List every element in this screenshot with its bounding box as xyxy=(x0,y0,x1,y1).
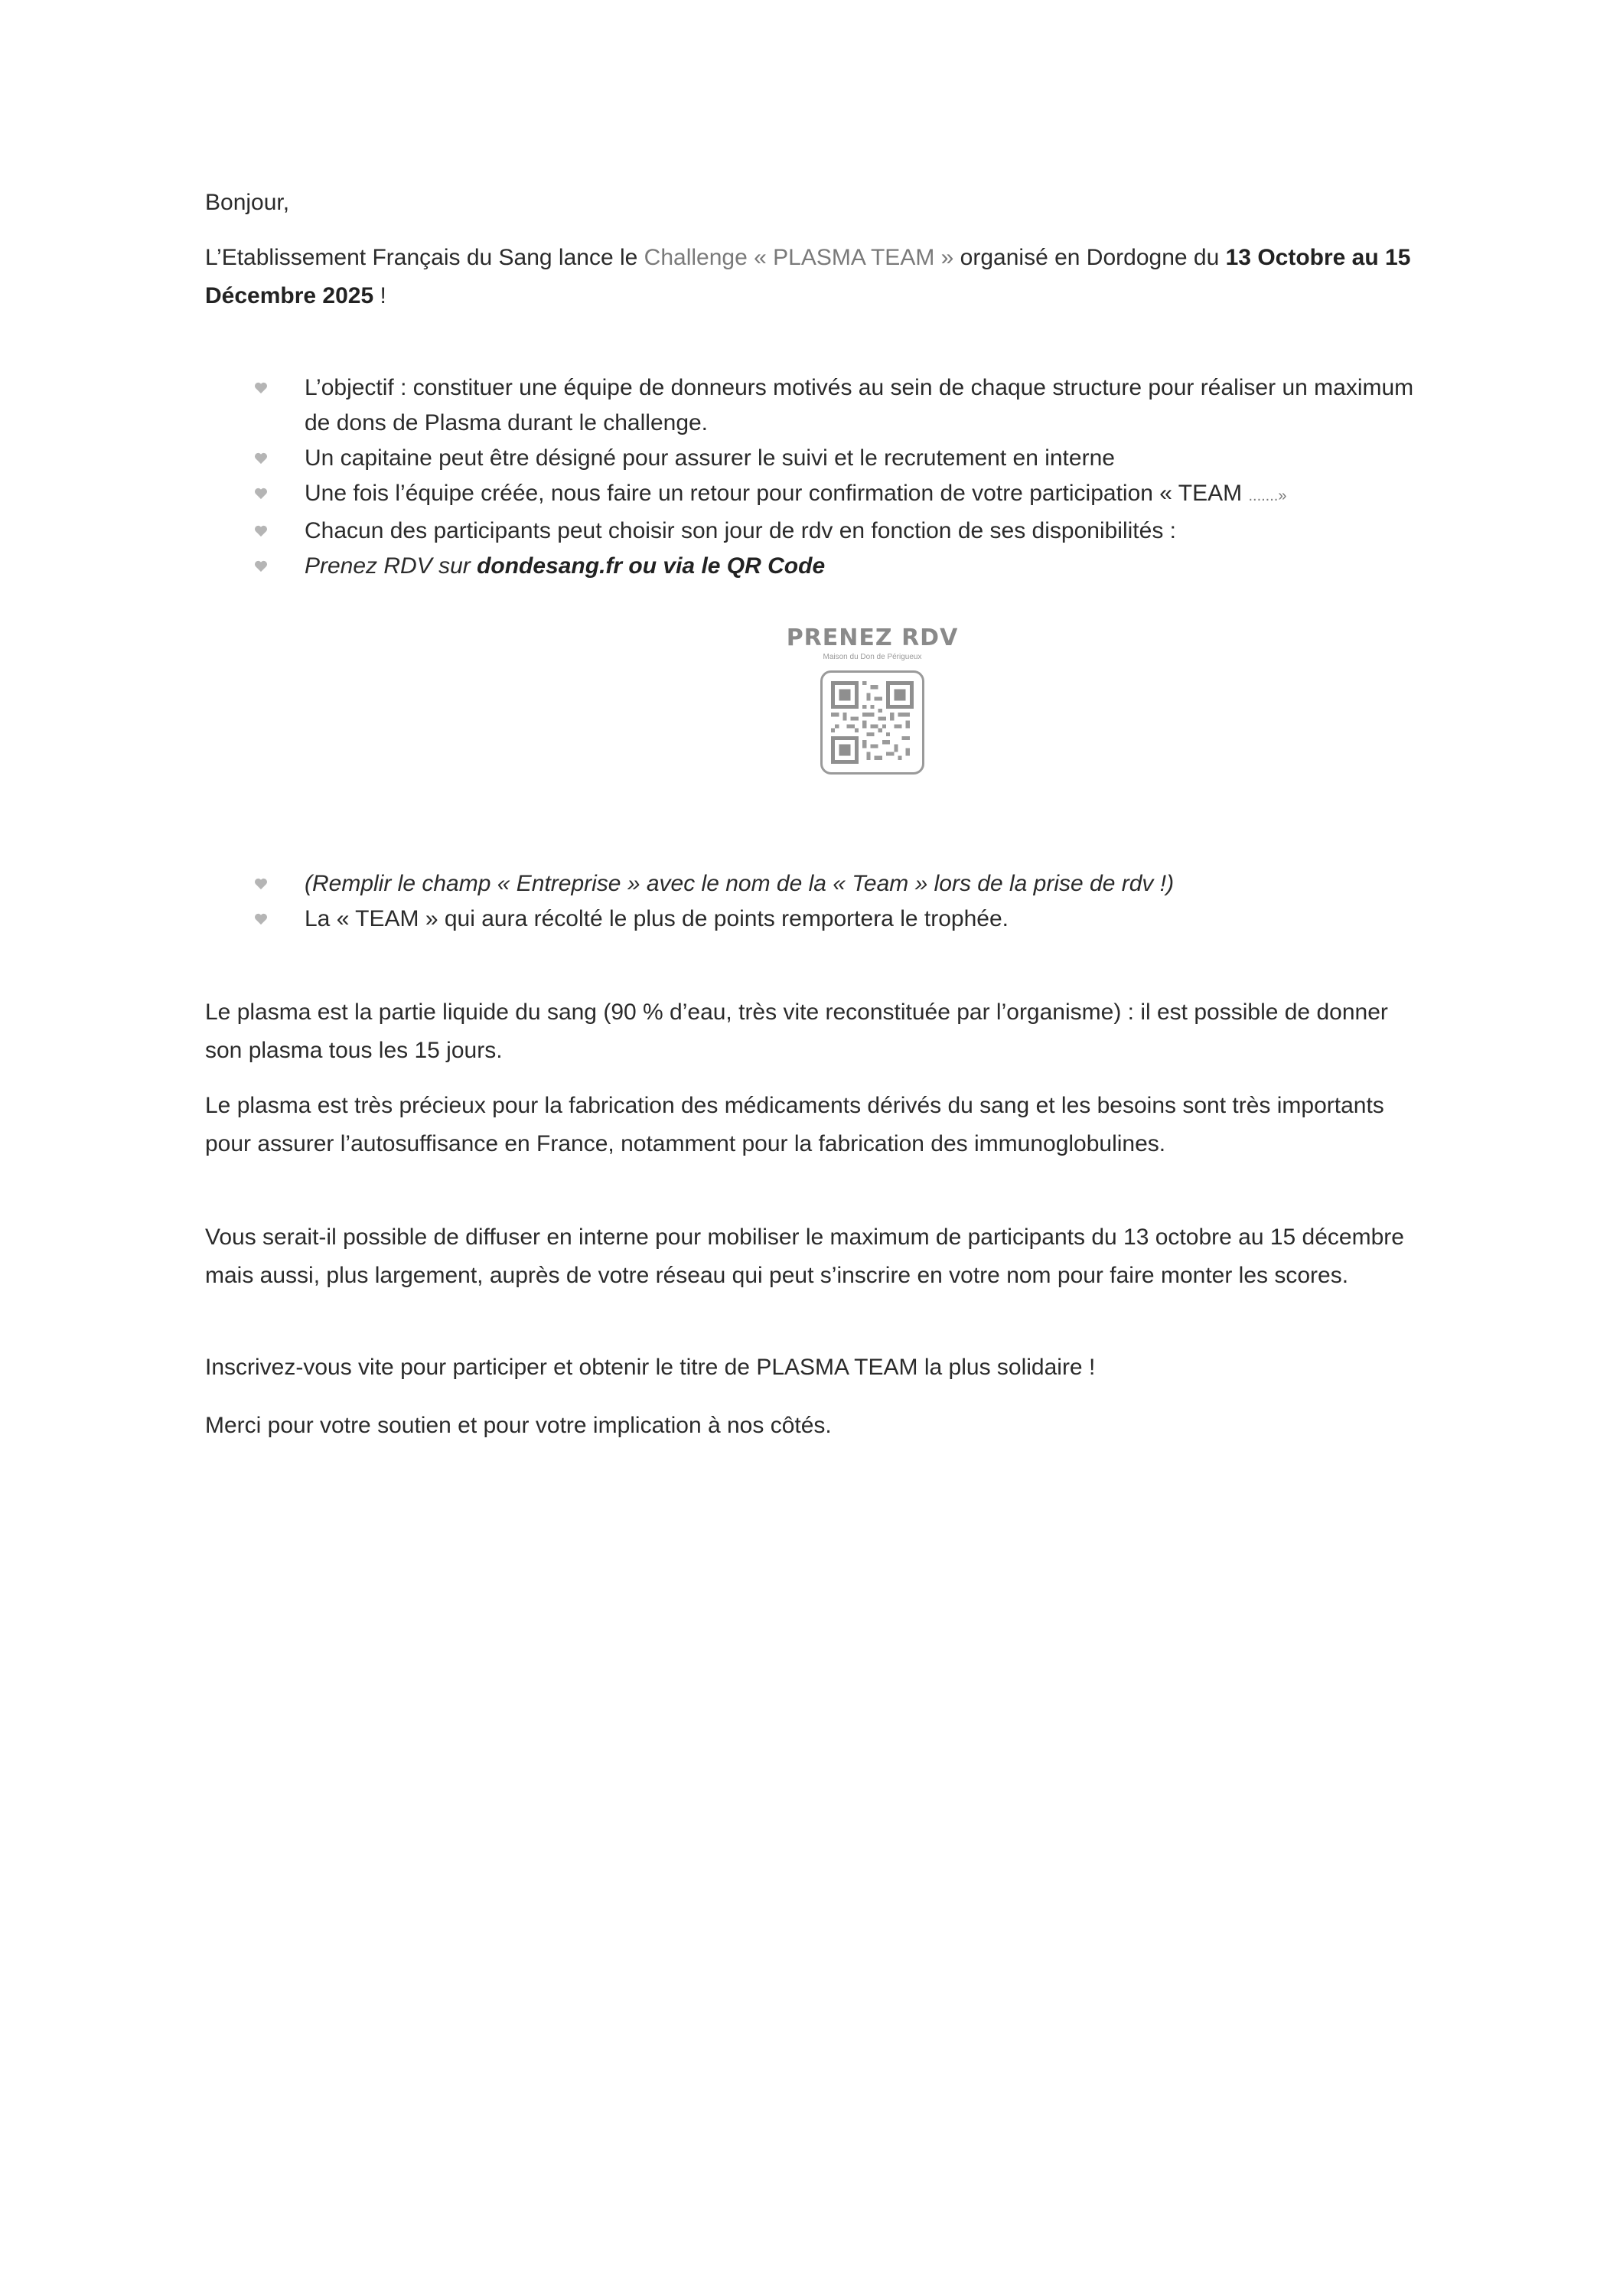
qr-subtitle: Maison du Don de Périgueux xyxy=(823,653,922,661)
list-item xyxy=(205,476,1429,514)
heart-icon xyxy=(254,476,271,511)
bullet-text: Chacun des participants peut choisir son jour de rdv en fonction de ses disponibilités : xyxy=(305,518,1176,543)
paragraph-merci: Merci pour votre soutien et pour votre implication à nos côtés. xyxy=(205,1413,832,1438)
list-item-rdv xyxy=(205,549,1429,584)
list-item xyxy=(205,866,1429,902)
intro-text-3: ! xyxy=(373,283,386,308)
paragraph-inscrivez: Inscrivez-vous vite pour participer et obtenir le titre de PLASMA TEAM la plus solidaire ! xyxy=(205,1355,1096,1380)
heart-icon xyxy=(254,866,271,902)
heart-icon xyxy=(254,902,271,937)
rdv-prefix: Prenez RDV sur xyxy=(305,553,477,579)
bullet-text: L’objectif : constituer une équipe de donneurs motivés au sein de chaque structure pour réaliser un maximum de dons de Plasma durant le challenge. xyxy=(305,375,1414,435)
bullet-text: Une fois l’équipe créée, nous faire un retour pour confirmation de votre participation « TEAM xyxy=(305,481,1243,506)
paragraph-plasma-2: Le plasma est très précieux pour la fabrication des médicaments dérivés du sang et les besoins sont très importants pour assurer l’autosuffisance en France, notamment pour la fabrication des immunoglobulines. xyxy=(205,1093,1384,1156)
challenge-name: Challenge « PLASMA TEAM » xyxy=(644,245,954,270)
qr-code-icon[interactable] xyxy=(820,670,924,775)
heart-icon xyxy=(254,514,271,549)
team-dots: .......» xyxy=(1248,488,1287,504)
bullet-text: La « TEAM » qui aura récolté le plus de points remportera le trophée. xyxy=(305,906,1009,931)
paragraph-plasma-1: Le plasma est la partie liquide du sang (90 % d’eau, très vite reconstituée par l’organisme) : il est possible de donner son plasma tous les 15 jours. xyxy=(205,1000,1388,1063)
challenge-dates: 13 Octobre au 15 Décembre 2025 xyxy=(205,245,1411,308)
heart-icon xyxy=(254,549,271,584)
intro-text-1: L’Etablissement Français du Sang lance le xyxy=(205,245,644,270)
bullet-text: (Remplir le champ « Entreprise » avec le nom de la « Team » lors de la prise de rdv !) xyxy=(305,871,1175,896)
intro-paragraph xyxy=(205,239,1437,315)
list-item xyxy=(205,514,1429,549)
bullet-list-top xyxy=(205,370,1429,584)
heart-icon xyxy=(254,370,271,406)
heart-icon xyxy=(254,441,271,476)
list-item xyxy=(205,441,1429,476)
qr-title: PRENEZ RDV xyxy=(786,625,959,651)
bullet-text: Un capitaine peut être désigné pour assurer le suivi et le recrutement en interne xyxy=(305,445,1115,471)
paragraph-diffuse: Vous serait-il possible de diffuser en interne pour mobiliser le maximum de participants du 13 octobre au 15 décembre mais aussi, plus largement, auprès de votre réseau qui peut s’inscrire en votre nom pour faire monter les scores. xyxy=(205,1225,1404,1288)
rdv-link-text[interactable]: dondesang.fr ou via le QR Code xyxy=(477,553,826,579)
list-item xyxy=(205,370,1429,441)
greeting: Bonjour, xyxy=(205,190,290,215)
qr-code-block xyxy=(781,625,964,785)
list-item xyxy=(205,902,1429,937)
intro-text-2: organisé en Dordogne du xyxy=(953,245,1226,270)
bullet-list-bottom xyxy=(205,866,1429,937)
